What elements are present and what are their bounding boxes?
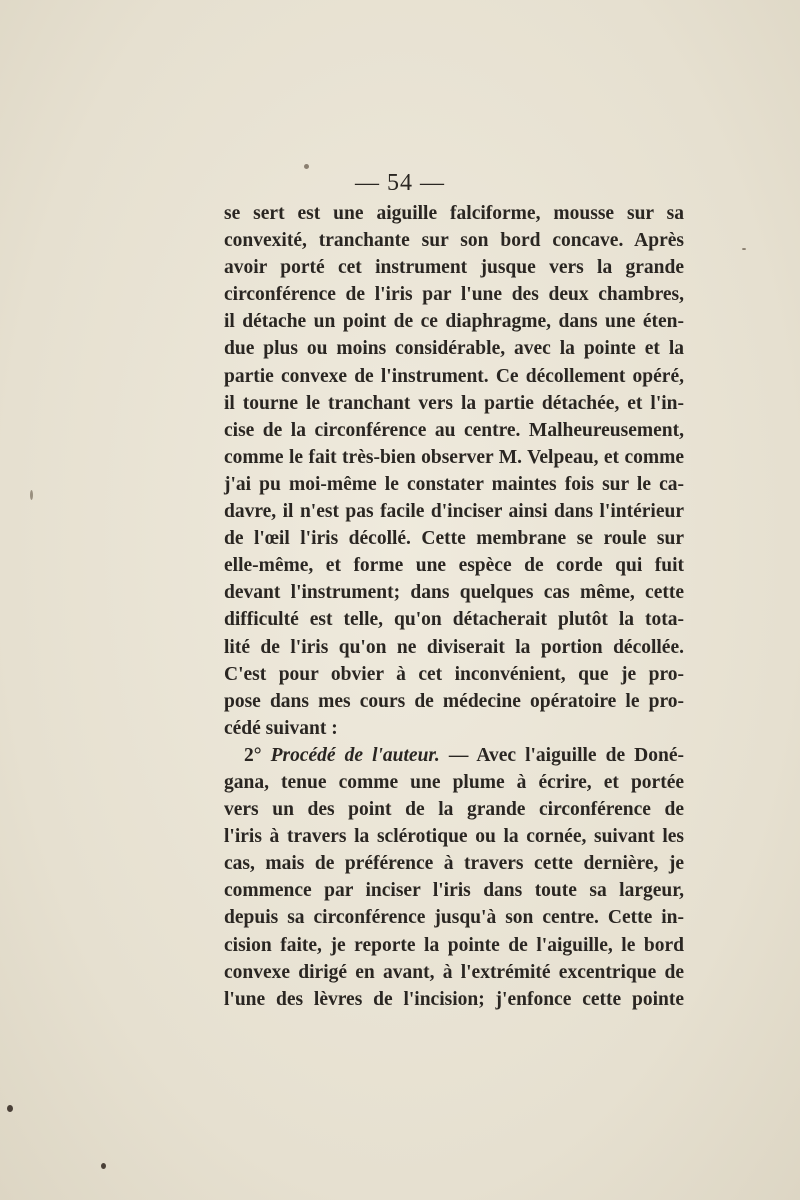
text-line: C'est pour obvier à cet inconvénient, que je pro-	[224, 663, 684, 685]
text-line: devant l'instrument; dans quelques cas même, cette	[224, 582, 684, 604]
paper-speck	[30, 490, 33, 500]
text-line: elle-même, et forme une espèce de corde qui fuit	[224, 555, 684, 577]
text-line: partie convexe de l'instrument. Ce décollement opéré,	[224, 365, 684, 387]
paper-speck	[101, 1163, 106, 1169]
paper-speck	[7, 1105, 13, 1112]
text-line: l'une des lèvres de l'incision; j'enfonce cette pointe	[224, 988, 684, 1010]
paper-speck	[304, 164, 309, 169]
text-line: comme le fait très-bien observer M. Velpeau, et comme	[224, 446, 684, 468]
text-line: gana, tenue comme une plume à écrire, et portée	[224, 771, 684, 793]
text-line: vers un des point de la grande circonférence de	[224, 799, 684, 821]
text-line: cise de la circonférence au centre. Malheureusement,	[224, 419, 684, 441]
text-line: commence par inciser l'iris dans toute sa largeur,	[224, 880, 684, 902]
text-line: due plus ou moins considérable, avec la pointe et la	[224, 338, 684, 360]
text-line: j'ai pu moi-même le constater maintes fois sur le ca-	[224, 473, 684, 495]
procede-label: 2°	[244, 744, 271, 766]
procede-rest: — Avec l'aiguille de Doné-	[439, 744, 684, 766]
text-line: cision faite, je reporte la pointe de l'aiguille, le bord	[224, 934, 684, 956]
procede-title: Procédé de l'auteur.	[270, 744, 440, 766]
text-line: pose dans mes cours de médecine opératoire le pro-	[224, 690, 684, 712]
text-line: davre, il n'est pas facile d'inciser ainsi dans l'intérieur	[224, 501, 684, 523]
text-line: cédé suivant :	[224, 717, 338, 739]
procede-heading-line	[224, 742, 684, 769]
text-line: avoir porté cet instrument jusque vers la grande	[224, 257, 684, 279]
text-line: cas, mais de préférence à travers cette dernière, je	[224, 853, 684, 875]
text-line: il tourne le tranchant vers la partie détachée, et l'in-	[224, 392, 684, 414]
text-line: de l'œil l'iris décollé. Cette membrane se roule sur	[224, 528, 684, 550]
page-number: — 54 —	[355, 170, 445, 196]
text-line: difficulté est telle, qu'on détacherait plutôt la tota-	[224, 609, 684, 631]
text-line: depuis sa circonférence jusqu'à son centre. Cette in-	[224, 907, 684, 929]
text-line: convexe dirigé en avant, à l'extrémité excentrique de	[224, 961, 684, 983]
text-line: se sert est une aiguille falciforme, mousse sur sa	[224, 203, 684, 224]
paper-speck	[742, 248, 746, 250]
text-line: il détache un point de ce diaphragme, dans une éten-	[224, 311, 684, 333]
text-line: circonférence de l'iris par l'une des deux chambres,	[224, 284, 684, 306]
text-line: convexité, tranchante sur son bord concave. Après	[224, 230, 684, 252]
text-line: lité de l'iris qu'on ne diviserait la portion décollée.	[224, 636, 684, 658]
body-text	[224, 200, 684, 1013]
text-line: l'iris à travers la sclérotique ou la cornée, suivant les	[224, 826, 684, 848]
